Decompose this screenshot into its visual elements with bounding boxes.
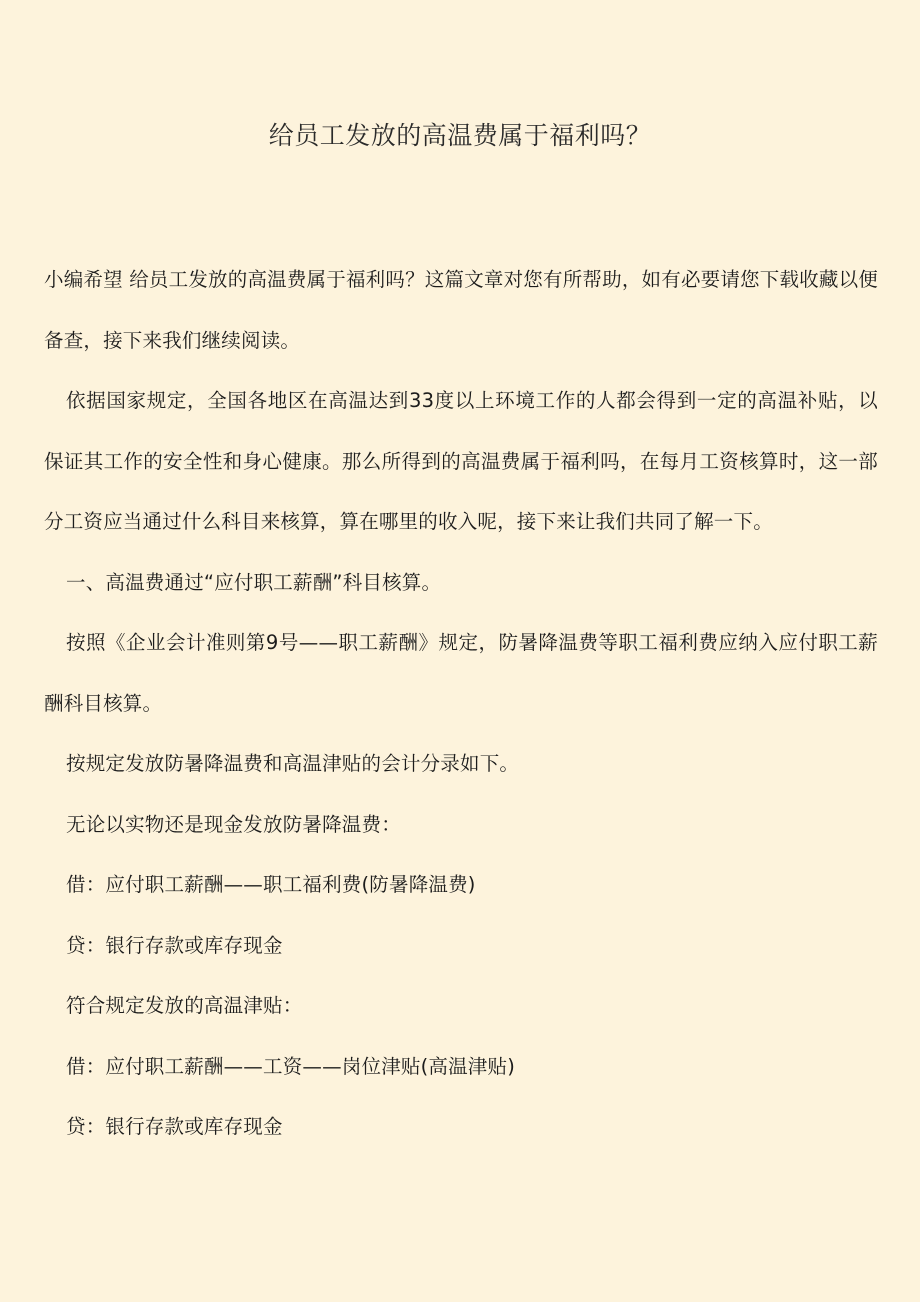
- paragraph-entries-intro: 按规定发放防暑降温费和高温津贴的会计分录如下。: [66, 752, 520, 775]
- paragraph-allowance: 符合规定发放的高温津贴：: [66, 994, 303, 1017]
- journal-entry-debit-2: 借：应付职工薪酬——工资——岗位津贴(高温津贴): [66, 1054, 516, 1078]
- paragraph-intro: 小编希望 给员工发放的高温费属于福利吗？这篇文章对您有所帮助，如有必要请您下载收藏以便备查，接下来我们继续阅读。: [44, 268, 878, 352]
- journal-entry-credit-2: 贷：银行存款或库存现金: [66, 1115, 283, 1138]
- paragraph-standard: 按照《企业会计准则第9号——职工薪酬》规定，防暑降温费等职工福利费应纳入应付职工薪酬科目核算。: [44, 631, 878, 715]
- paragraph-regulation: 依据国家规定，全国各地区在高温达到33度以上环境工作的人都会得到一定的高温补贴，以保证其工作的安全性和身心健康。那么所得到的高温费属于福利吗，在每月工资核算时，这一部分工资应当通过什么科目来核算，算在哪里的收入呢，接下来让我们共同了解一下。: [44, 389, 878, 533]
- document-body: [44, 250, 878, 1158]
- section-heading-1: 一、高温费通过“应付职工薪酬”科目核算。: [66, 570, 442, 594]
- document-title: 给员工发放的高温费属于福利吗？: [268, 121, 652, 150]
- journal-entry-debit-1: 借：应付职工薪酬——职工福利费(防暑降温费): [66, 873, 476, 896]
- journal-entry-credit-1: 贷：银行存款或库存现金: [66, 933, 283, 957]
- paragraph-cooling-fee: 无论以实物还是现金发放防暑降温费：: [66, 812, 401, 836]
